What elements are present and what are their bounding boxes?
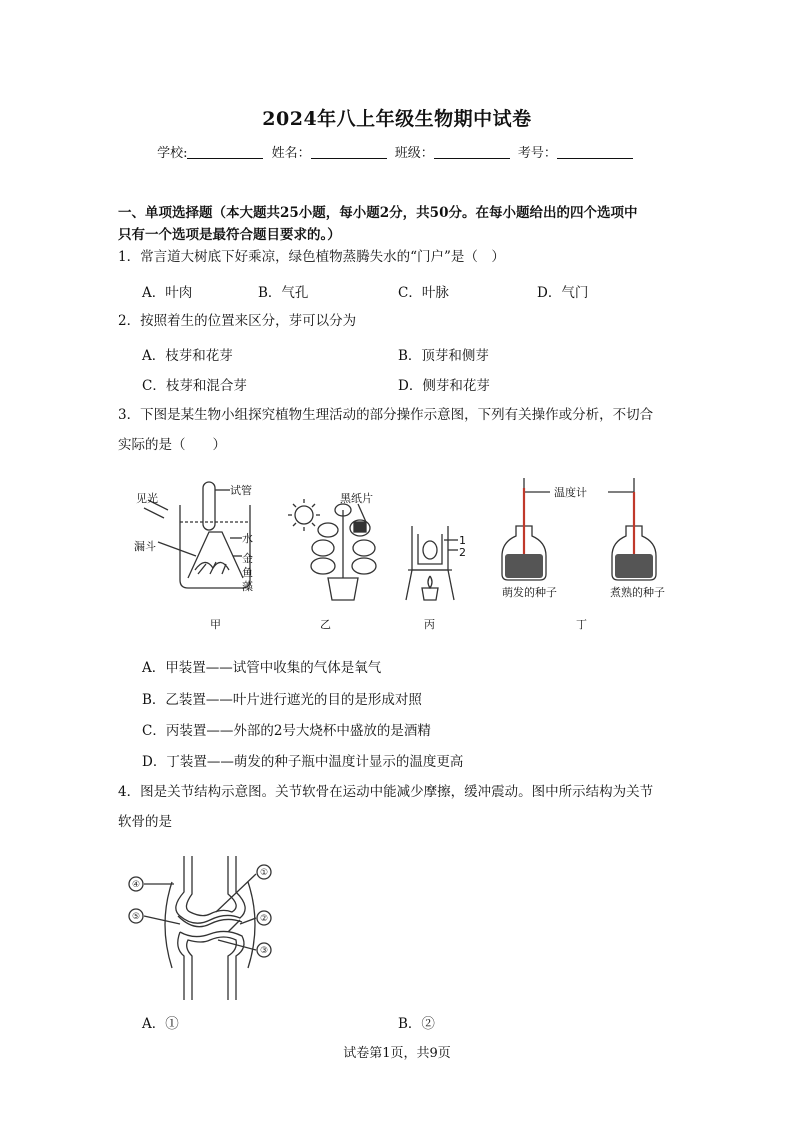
jia-label-funnel: 漏斗 [134, 540, 156, 553]
yi-apparatus [288, 499, 376, 600]
yi-label-black-paper: 黑纸片 [340, 492, 373, 505]
q2-option-c[interactable]: C．枝芽和混合芽 [142, 378, 247, 394]
question-1-stem: 1．常言道大树底下好乘凉，绿色植物蒸腾失水的“门户”是（ ） [118, 249, 505, 265]
question-4-stem-line1: 4．图是关节结构示意图。关节软骨在运动中能减少摩擦，缓冲震动。图中所示结构为关节 [118, 784, 654, 800]
q1-option-a[interactable]: A．叶肉 [142, 285, 193, 301]
q1-option-d[interactable]: D．气门 [537, 285, 589, 301]
q4-joint-figure [118, 852, 298, 1002]
school-blank[interactable] [187, 146, 263, 159]
section-heading-line1: 一、单项选择题（本大题共25小题，每小题2分，共50分。在每小题给出的四个选项中 [118, 205, 638, 221]
section-heading [118, 202, 688, 246]
ding-seeds [505, 554, 653, 578]
q3-experiment-figure [118, 470, 678, 638]
q4-option-a[interactable]: A．① [142, 1016, 179, 1032]
q3-option-c[interactable]: C．丙装置——外部的2号大烧杯中盛放的是酒精 [142, 723, 431, 739]
ding-label-thermometer: 温度计 [554, 486, 587, 499]
jia-apparatus [144, 482, 250, 588]
question-3-stem-line1: 3．下图是某生物小组探究植物生理活动的部分操作示意图，下列有关操作或分析，不切合 [118, 407, 654, 423]
q2-option-a[interactable]: A．枝芽和花芽 [142, 348, 233, 364]
q1-option-b[interactable]: B．气孔 [258, 285, 309, 301]
bing-label-2: 2 [459, 546, 466, 559]
joint-label-5: ⑤ [131, 912, 141, 922]
caption-yi: 乙 [320, 618, 331, 631]
q3-option-b[interactable]: B．乙装置——叶片进行遮光的目的是形成对照 [142, 692, 422, 708]
bing-apparatus [406, 526, 458, 600]
jia-label-water: 水 [242, 532, 253, 545]
student-info-line [0, 142, 794, 161]
ding-label-cooked-seeds: 煮熟的种子 [610, 586, 665, 599]
jia-label-goldfish-2: 鱼 [242, 566, 253, 579]
jia-label-goldfish-1: 金 [242, 552, 253, 565]
page-title: 2024年八上年级生物期中试卷 [262, 108, 532, 130]
q3-option-d[interactable]: D．丁装置——萌发的种子瓶中温度计显示的温度更高 [142, 754, 464, 770]
ding-thermometers-red [524, 488, 634, 562]
jia-label-test-tube: 试管 [230, 484, 252, 497]
q2-option-d[interactable]: D．侧芽和花芽 [398, 378, 490, 394]
class-blank[interactable] [434, 146, 510, 159]
joint-label-3: ③ [259, 946, 269, 956]
caption-ding: 丁 [576, 618, 587, 631]
section-heading-line2: 只有一个选项是最符合题目要求的。） [118, 227, 341, 243]
joint-label-1: ① [259, 868, 269, 878]
bing-label-1: 1 [459, 534, 466, 547]
class-label: 班级： [394, 146, 434, 161]
school-label: 学校: [157, 146, 188, 161]
jia-label-goldfish-3: 藻 [242, 580, 253, 593]
ding-label-germinating-seeds: 萌发的种子 [502, 586, 557, 599]
name-blank[interactable] [311, 146, 387, 159]
page-footer: 试卷第1页，共9页 [343, 1046, 451, 1061]
question-2-stem: 2．按照着生的位置来区分，芽可以分为 [118, 313, 357, 329]
question-4-stem-line2: 软骨的是 [118, 814, 172, 830]
exam-number-label: 考号： [517, 146, 557, 161]
jia-label-light: 见光 [136, 492, 158, 505]
q4-option-b[interactable]: B．② [398, 1016, 435, 1032]
caption-bing: 丙 [424, 618, 435, 631]
joint-label-2: ② [259, 914, 269, 924]
q1-option-c[interactable]: C．叶脉 [398, 285, 449, 301]
name-label: 姓名： [271, 146, 311, 161]
q3-option-a[interactable]: A．甲装置——试管中收集的气体是氧气 [142, 660, 382, 676]
question-3-stem-line2: 实际的是（ ） [118, 437, 226, 453]
exam-number-blank[interactable] [557, 146, 633, 159]
joint-label-4: ④ [131, 880, 141, 890]
caption-jia: 甲 [210, 618, 221, 631]
q2-option-b[interactable]: B．顶芽和侧芽 [398, 348, 489, 364]
